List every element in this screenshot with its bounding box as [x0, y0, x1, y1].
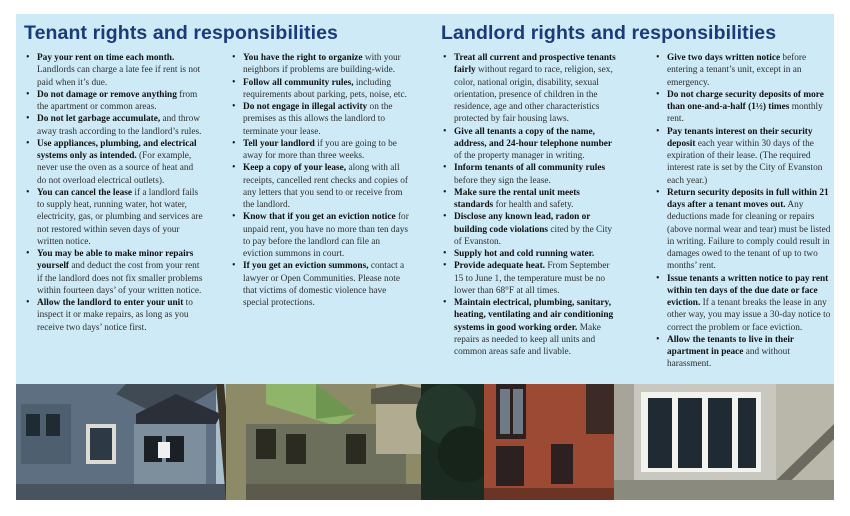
tenant-rule-heading: Do not let garbage accumulate, — [37, 114, 161, 125]
tenant-column-2 — [230, 52, 410, 309]
tenant-rule — [230, 138, 410, 163]
tenant-rule-heading: You may be able to make minor repairs yourself — [37, 249, 194, 272]
landlord-rule-heading: Issue tenants a written notice to pay rent within ten days of the due date or face eviction. — [667, 273, 829, 308]
landlord-column-2 — [654, 52, 834, 371]
landlord-rule-text: monthly rent. — [667, 102, 823, 125]
houses-photo — [16, 384, 834, 500]
tenant-rule-heading: Do not damage or remove anything — [37, 89, 177, 100]
landlord-rule — [441, 260, 621, 297]
tenant-rule-heading: Allow the landlord to enter your unit — [37, 298, 184, 308]
info-panel — [16, 14, 834, 384]
landlord-rule — [441, 248, 621, 260]
landlord-rule-heading: Give two days written notice — [667, 53, 781, 63]
tenant-rule-text: including requirements about parking, pets, noise, etc. — [243, 77, 407, 100]
tenant-rule-heading: Know that if you get an eviction notice — [243, 212, 396, 223]
tenant-rule-text: for unpaid rent, you have no more than ten days to pay before the landlord can file an eviction summons in court. — [243, 212, 409, 259]
tenant-rule-text: Landlords can charge a late fee if rent is not paid when it’s due. — [37, 65, 201, 88]
tenant-rule-text: with your neighbors if problems are building-wide. — [243, 53, 401, 76]
tenant-rule-text: contact a lawyer or Open Communities. Please note that victims of domestic violence have special protections. — [243, 261, 405, 308]
landlord-rule-heading: Pay tenants interest on their security deposit — [667, 126, 813, 149]
tenant-rule — [230, 52, 410, 77]
landlord-rule-heading: Maintain electrical, plumbing, sanitary, heating, ventilating and air conditioning systems in good working order. — [454, 298, 614, 333]
landlord-rule-heading: Give all tenants a copy of the name, address, and 24-hour telephone number — [454, 126, 612, 149]
landlord-rule — [654, 52, 834, 89]
landlord-rule-heading: Disclose any known lead, radon or building code violations — [454, 212, 591, 235]
tenant-rule-heading: Use appliances, plumbing, and electrical systems only as intended. — [37, 138, 197, 161]
landlord-rule — [654, 126, 834, 187]
landlord-rule-heading: Allow the tenants to live in their apartment in peace — [667, 334, 794, 357]
landlord-rule — [441, 211, 621, 248]
landlord-rule — [441, 52, 621, 126]
tenant-rule-heading: Follow all community rules, — [243, 77, 354, 88]
tenant-rule — [24, 89, 204, 114]
tenant-rule-text: from the apartment or common areas. — [37, 89, 198, 112]
tenant-rule-text: (For example, never use the oven as a source of heat and do not overload electrical outlets). — [37, 151, 194, 186]
tenant-rule-text: on the premises as this allows the landlord to terminate your lease. — [243, 102, 393, 137]
landlord-rule — [441, 187, 621, 212]
landlord-rule-heading: Return security deposits in full within 21 days after a tenant moves out. — [667, 187, 829, 210]
tenant-rule — [230, 260, 410, 309]
tenant-heading: Tenant rights and responsibilities — [24, 22, 339, 44]
landlord-rule — [441, 162, 621, 187]
tenant-rule-text: to inspect it or make repairs, as long as you receive two days’ notice first. — [37, 298, 193, 333]
tenant-rule-text: and throw away trash according to the landlord’s rules. — [37, 114, 202, 137]
tenant-rule-text: if a landlord fails to supply heat, running water, hot water, electricity, gas, or plumbing and services are not restored within seven days of your written notice. — [37, 187, 203, 247]
landlord-rule-heading: Inform tenants of all community rules — [454, 163, 606, 174]
tenant-rule-text: along with all receipts, cancelled rent checks and copies of any letters that you send to or receive from the landlord. — [243, 163, 408, 210]
tenant-rule — [230, 101, 410, 138]
landlord-rule-heading: Supply hot and cold running water. — [454, 249, 595, 259]
tenant-rule-text: if you are going to be away for more than three weeks. — [243, 138, 397, 161]
tenant-rule — [24, 297, 204, 334]
tenant-rule — [24, 113, 204, 138]
houses-photo-strip — [16, 384, 834, 500]
tenant-rule-heading: Do not engage in illegal activity — [243, 102, 368, 112]
landlord-rule-heading: Provide adequate heat. — [454, 261, 545, 272]
tenant-rule — [230, 162, 410, 211]
tenant-rule-heading: You have the right to organize — [243, 53, 363, 63]
landlord-rule-text: Make repairs as needed to keep all units and common areas safe and livable. — [454, 322, 601, 357]
landlord-rule-text: each year within 30 days of the expiration of their lease. (The required interest rate is set by the City of Evanston each year.) — [667, 138, 823, 186]
landlord-rule-text: of the property manager in writing. — [454, 151, 585, 161]
landlord-column-1 — [441, 52, 621, 358]
landlord-rule — [654, 89, 834, 126]
landlord-rule-text: without regard to race, religion, sex, color, national origin, disability, sexual orientation, presence of children in the residence, age and other characteristics protected by fair housing laws. — [454, 65, 613, 125]
tenant-rule — [24, 52, 204, 89]
tenant-rule-text: and deduct the cost from your rent if the landlord does not fix smaller problems within fourteen days’ of your written notice. — [37, 261, 203, 296]
landlord-rule-text: From September 15 to June 1, the temperature must be no lower than 68°F at all times. — [454, 261, 610, 296]
tenant-rule-heading: If you get an eviction summons, — [243, 261, 369, 272]
tenant-rule — [230, 211, 410, 260]
landlord-rule-text: for health and safety. — [493, 200, 574, 210]
tenant-rule — [24, 248, 204, 297]
landlord-rule-text: Any deductions made for cleaning or repairs (above normal wear and tear) must be listed in writing. Failure to comply could result in damages owed to the tenant of up to two months’ rent. — [667, 200, 831, 272]
landlord-rule — [654, 334, 834, 371]
tenant-rule — [24, 187, 204, 248]
landlord-rule-heading: Make sure the rental unit meets standards — [454, 187, 580, 210]
tenant-rule — [24, 138, 204, 187]
landlord-rule-text: before entering a tenant’s unit, except in an emergency. — [667, 53, 807, 88]
landlord-rule-text: cited by the City of Evanston. — [454, 224, 613, 247]
tenant-rule-heading: Tell your landlord — [243, 138, 315, 149]
tenant-rule-heading: Pay your rent on time each month. — [37, 53, 175, 63]
tenant-rule-heading: You can cancel the lease — [37, 187, 133, 198]
landlord-rule-heading: Do not charge security deposits of more than one-and-a-half (1½) times — [667, 89, 824, 112]
landlord-rule-text: and without harassment. — [667, 347, 790, 370]
tenant-rule-heading: Keep a copy of your lease, — [243, 163, 347, 174]
landlord-rule — [654, 187, 834, 273]
landlord-rule — [654, 273, 834, 334]
landlord-rule-heading: Treat all current and prospective tenants fairly — [454, 53, 616, 76]
landlord-rule-text: before they sign the lease. — [454, 175, 551, 186]
landlord-rule — [441, 126, 621, 163]
landlord-heading: Landlord rights and responsibilities — [441, 22, 777, 44]
landlord-rule — [441, 297, 621, 358]
tenant-column-1 — [24, 52, 204, 334]
landlord-rule-text: If a tenant breaks the lease in any other way, you may issue a 30-day notice to correct the problem or face eviction. — [667, 298, 831, 333]
tenant-rule — [230, 77, 410, 102]
